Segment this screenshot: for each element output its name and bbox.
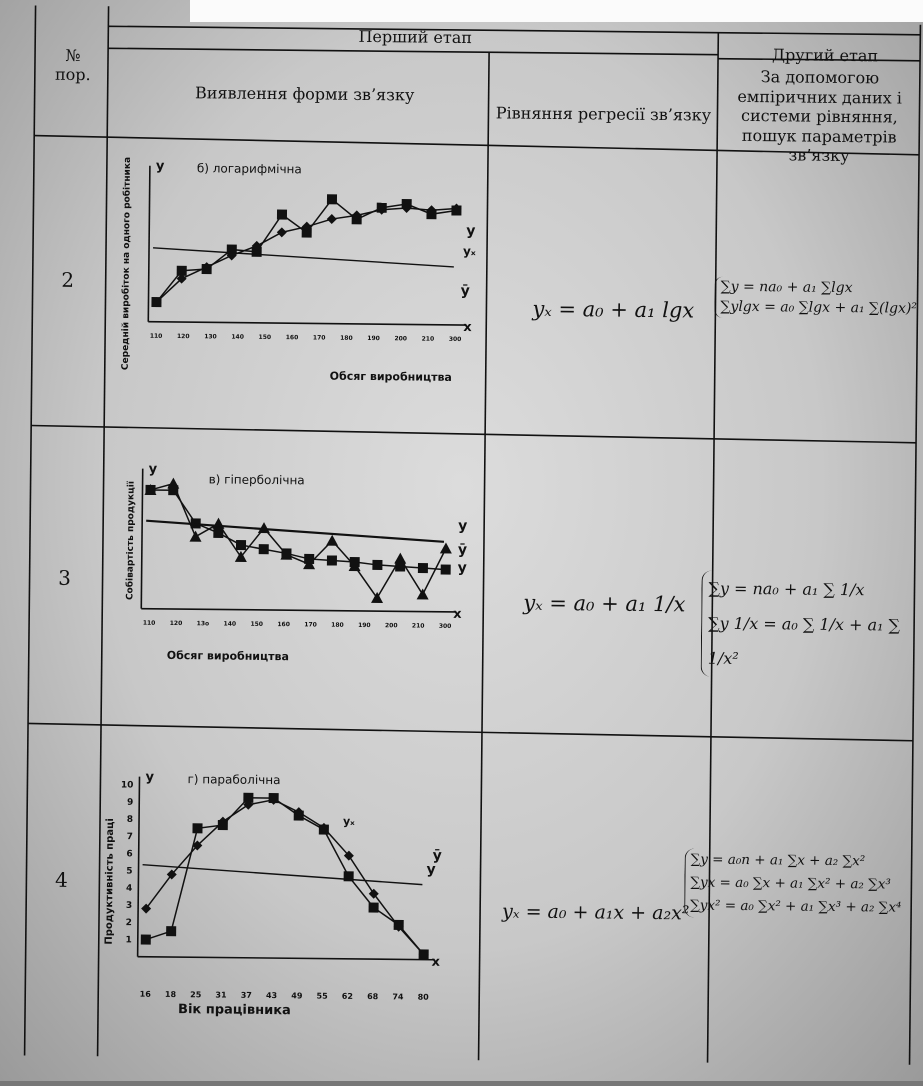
header-num-symbol: № (65, 45, 81, 66)
data-point (371, 592, 383, 603)
x-tick-label: 55 (316, 991, 328, 1001)
chart-title: в) гіперболічна (208, 472, 305, 488)
data-point (350, 557, 360, 567)
x-tick-label: 210 (411, 622, 425, 630)
y-tick-label: 1 (125, 935, 132, 946)
y-axis-symbol: y (148, 461, 158, 477)
header-stage2: Другий етап (771, 45, 879, 66)
series-annotation: y (458, 517, 468, 535)
series-annotation: y (457, 559, 467, 577)
series-line (146, 798, 426, 954)
series-annotation: yₓ (342, 814, 355, 828)
data-point (327, 194, 337, 204)
data-point (190, 531, 202, 542)
x-tick-label: 80 (417, 992, 429, 1002)
header-num-abbrev: пор. (54, 64, 91, 85)
y-axis (148, 166, 150, 322)
x-tick-label: 18 (164, 989, 177, 1000)
data-point (395, 561, 405, 571)
mean-line (153, 248, 454, 267)
series-annotation: ȳ (460, 282, 470, 300)
system-equation: ∑y = a₀n + a₁ ∑x + a₂ ∑x² (690, 851, 866, 870)
y-tick-label: 6 (126, 849, 133, 860)
data-point (141, 934, 151, 944)
y-axis-label: Собівартість продукції (125, 481, 137, 601)
chart-parabolic (103, 756, 478, 1025)
x-tick-label: 150 (250, 620, 264, 628)
x-tick-label: 74 (392, 992, 404, 1002)
x-tick-label: 37 (240, 990, 252, 1000)
x-tick-label: 190 (367, 335, 380, 343)
chart-title: б) логарифмічна (196, 161, 302, 177)
equation-hyperbolic: yₓ = a₀ + a₁ 1/x (523, 590, 686, 617)
x-axis-label: Вік працівника (177, 1002, 291, 1019)
chart-title: г) параболічна (187, 772, 281, 788)
system-equation: ∑y = na₀ + a₁ ∑ 1/x (708, 578, 865, 600)
system-equation: ∑ylgx = a₀ ∑lgx + a₁ ∑(lgx)² (720, 299, 918, 318)
y-axis (138, 777, 140, 957)
y-tick-label: 3 (125, 900, 133, 911)
series-line (146, 797, 426, 955)
data-point (145, 485, 155, 495)
y-tick-label: 9 (126, 797, 134, 808)
x-tick-label: 13о (196, 620, 210, 628)
x-tick-label: 49 (291, 991, 303, 1001)
x-tick-label: 180 (331, 621, 344, 629)
data-point (441, 565, 451, 575)
equation-parabolic: yₓ = a₀ + a₁x + a₂x² (501, 900, 690, 925)
x-tick-label: 210 (421, 335, 435, 343)
series-annotation: y (466, 223, 476, 240)
x-tick-label: 300 (438, 622, 452, 630)
data-point (281, 548, 291, 558)
data-point (277, 227, 287, 237)
data-point (213, 528, 223, 538)
y-axis-label: Продуктивність праці (103, 818, 117, 945)
x-tick-label: 300 (448, 335, 462, 344)
system-equation: ∑yx = a₀ ∑x + a₁ ∑x² + a₂ ∑x³ (690, 874, 891, 893)
data-point (259, 544, 269, 554)
x-tick-label: 140 (223, 620, 237, 628)
data-point (440, 542, 452, 553)
header-form-column: Виявлення форми зв’язку (194, 83, 415, 105)
system-equation: ∑yx² = a₀ ∑x² + a₁ ∑x³ + a₂ ∑x⁴ (690, 897, 902, 916)
series-line (156, 205, 456, 305)
x-axis-label: Обсяг виробництва (166, 648, 290, 664)
system-hyperbolic (701, 571, 919, 679)
x-tick-label: 160 (285, 334, 299, 342)
y-tick-label: 4 (126, 883, 133, 894)
x-tick-label: 130 (204, 333, 217, 341)
x-tick-label: 62 (341, 991, 354, 1001)
y-tick-label: 7 (126, 832, 133, 843)
data-point (168, 485, 178, 495)
header-num-cell (41, 46, 105, 85)
x-tick-label: 110 (149, 332, 163, 340)
x-axis-symbol: x (463, 320, 472, 336)
x-axis-label: Обсяг виробництва (329, 369, 452, 384)
y-tick-label: 5 (126, 866, 133, 877)
data-point (192, 823, 202, 833)
header-equation-column: Рівняння регресії зв’язку (495, 103, 712, 125)
row-number: 2 (61, 267, 75, 292)
x-axis (141, 609, 455, 612)
x-tick-label: 25 (190, 990, 202, 1000)
mean-line (146, 521, 444, 542)
series-annotation: ȳ (432, 847, 442, 864)
row-number: 3 (58, 565, 72, 590)
data-point (327, 555, 337, 565)
y-tick-label: 8 (126, 814, 134, 825)
data-point (277, 210, 287, 220)
data-point (166, 926, 176, 936)
x-tick-label: 43 (265, 990, 278, 1001)
x-tick-label: 68 (367, 992, 379, 1002)
x-tick-label: 180 (340, 334, 353, 342)
x-tick-label: 140 (231, 333, 244, 341)
data-point (327, 214, 337, 224)
y-tick-label: 2 (125, 918, 133, 929)
series-annotation: y (426, 861, 436, 878)
data-point (304, 554, 314, 564)
x-axis (148, 322, 465, 325)
x-axis-symbol: x (431, 954, 441, 970)
y-axis-symbol: y (145, 769, 155, 785)
system-equation: ∑y 1/x = a₀ ∑ 1/x + a₁ ∑ 1/x² (707, 613, 901, 669)
x-axis (138, 957, 434, 960)
chart-logarithmic (110, 151, 484, 395)
x-tick-label: 160 (277, 621, 290, 629)
data-point (372, 560, 382, 570)
row-number: 4 (54, 867, 68, 892)
x-tick-label: 150 (258, 333, 272, 342)
x-tick-label: 120 (169, 619, 183, 628)
data-point (236, 540, 246, 550)
y-axis-symbol: y (155, 158, 165, 174)
equation-logarithmic: yₓ = a₀ + a₁ lgx (532, 296, 695, 323)
x-tick-label: 200 (384, 622, 398, 630)
series-annotation: ȳ (457, 541, 468, 559)
chart-hyperbolic (107, 458, 481, 670)
x-tick-label: 190 (358, 621, 371, 630)
y-tick-label: 10 (120, 780, 134, 791)
data-point (417, 588, 429, 599)
data-point (258, 522, 270, 533)
system-logarithmic (714, 277, 923, 320)
x-tick-label: 170 (312, 334, 326, 342)
data-point (369, 902, 379, 912)
x-tick-label: 120 (176, 333, 190, 341)
x-tick-label: 170 (304, 621, 317, 629)
data-point (326, 535, 338, 546)
data-point (418, 563, 428, 573)
x-tick-label: 200 (394, 335, 408, 343)
system-equation: ∑y = na₀ + a₁ ∑lgx (720, 278, 853, 297)
x-tick-label: 31 (215, 990, 227, 1000)
system-parabolic (684, 848, 917, 919)
x-tick-label: 16 (139, 989, 151, 999)
y-axis-label: Середній виробіток на одного робітника (120, 156, 133, 371)
x-axis-symbol: x (453, 606, 462, 623)
header-params-column: За допомогою емпіричних даних і системи рівняння, пошук параметрів зв’язку (737, 67, 903, 166)
x-tick-label: 110 (142, 619, 156, 627)
header-stage1: Перший етап (358, 26, 473, 48)
y-axis (141, 469, 142, 609)
series-annotation: yₓ (462, 244, 476, 259)
